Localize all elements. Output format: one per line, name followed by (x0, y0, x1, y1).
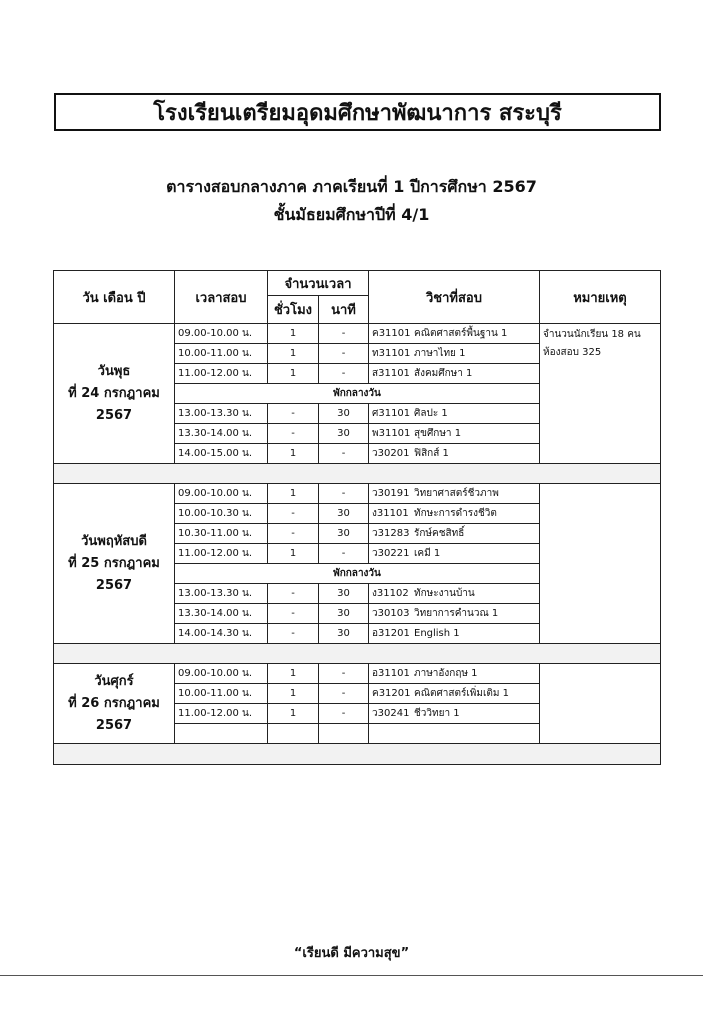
exam-hours: - (268, 624, 319, 644)
exam-subject (369, 664, 540, 684)
exam-minutes: - (319, 704, 369, 724)
remark-cell (540, 324, 661, 464)
exam-time: 11.00-12.00 น. (175, 544, 268, 564)
exam-minutes: - (319, 664, 369, 684)
class-level: ชั้นมัธยมศึกษาปีที่ 4/1 (273, 205, 430, 224)
remark-room: ห้องสอบ 325 (543, 347, 602, 358)
exam-hours: - (268, 604, 319, 624)
subject-code: ง31101 (372, 508, 409, 519)
subject-code: ว30241 (372, 708, 410, 719)
exam-subject (369, 604, 540, 624)
exam-minutes: - (319, 324, 369, 344)
exam-time: 11.00-12.00 น. (175, 704, 268, 724)
separator-row (54, 644, 661, 664)
subject-name: ทักษะงานบ้าน (414, 588, 475, 599)
exam-hours: - (268, 424, 319, 444)
subject-code: ว30201 (372, 448, 410, 459)
day-date: ที่ 26 กรกฎาคม (68, 695, 160, 711)
separator-row (54, 464, 661, 484)
subject-code: ว30103 (372, 608, 410, 619)
exam-subject (369, 624, 540, 644)
day-year: 2567 (95, 407, 133, 423)
exam-minutes: - (319, 344, 369, 364)
subject-code: ค31201 (372, 688, 411, 699)
exam-minutes: - (319, 544, 369, 564)
day-date: ที่ 25 กรกฎาคม (68, 555, 160, 571)
subject-name: ชีววิทยา 1 (414, 708, 460, 719)
subject-code: ว30191 (372, 488, 410, 499)
exam-hours: 1 (268, 704, 319, 724)
day-name: วันพฤหัสบดี (81, 533, 147, 549)
header-time: เวลาสอบ (175, 271, 268, 324)
exam-hours: 1 (268, 484, 319, 504)
subject-code: ศ31101 (372, 408, 411, 419)
exam-subject (369, 544, 540, 564)
exam-hours: 1 (268, 544, 319, 564)
exam-minutes: 30 (319, 504, 369, 524)
exam-hours: - (268, 584, 319, 604)
subject-code: ท31101 (372, 348, 411, 359)
exam-hours: - (268, 504, 319, 524)
footer-divider (0, 975, 703, 976)
header-hours: ชั่วโมง (268, 296, 319, 324)
school-name: โรงเรียนเตรียมอุดมศึกษาพัฒนาการ สระบุรี (153, 100, 562, 126)
empty-cell (319, 724, 369, 744)
subject-name: ศิลปะ 1 (414, 408, 448, 419)
exam-hours: - (268, 524, 319, 544)
exam-minutes: 30 (319, 624, 369, 644)
exam-hours: 1 (268, 664, 319, 684)
header-subject: วิชาที่สอบ (369, 271, 540, 324)
day-name: วันพุธ (97, 363, 131, 379)
subject-name: English 1 (414, 628, 460, 639)
subject-name: วิทยาการคำนวณ 1 (414, 608, 499, 619)
exam-hours: 1 (268, 444, 319, 464)
table-row (54, 324, 661, 344)
subject-code: ว31283 (372, 528, 410, 539)
header-date: วัน เดือน ปี (54, 271, 175, 324)
empty-cell (175, 724, 268, 744)
subject-name: สังคมศึกษา 1 (414, 368, 473, 379)
subject-name: ภาษาไทย 1 (414, 348, 466, 359)
exam-subject (369, 424, 540, 444)
remark-cell (540, 484, 661, 644)
exam-time: 10.00-10.30 น. (175, 504, 268, 524)
exam-title: ตารางสอบกลางภาค ภาคเรียนที่ 1 ปีการศึกษา 2567 (166, 177, 537, 196)
subject-name: คณิตศาสตร์พื้นฐาน 1 (414, 328, 508, 339)
exam-subject (369, 364, 540, 384)
exam-minutes: 30 (319, 604, 369, 624)
subject-code: ส31101 (372, 368, 410, 379)
subject-name: ทักษะการดำรงชีวิต (414, 508, 497, 519)
separator-cell (54, 644, 661, 664)
day-year: 2567 (95, 577, 133, 593)
remark-cell (540, 664, 661, 744)
separator-row (54, 744, 661, 765)
exam-minutes: - (319, 444, 369, 464)
day-cell (54, 664, 175, 744)
empty-cell (369, 724, 540, 744)
exam-hours: - (268, 404, 319, 424)
exam-subject (369, 584, 540, 604)
subject-code: พ31101 (372, 428, 411, 439)
day-name: วันศุกร์ (94, 673, 134, 689)
day-cell (54, 324, 175, 464)
day-date: ที่ 24 กรกฎาคม (68, 385, 160, 401)
exam-minutes: 30 (319, 424, 369, 444)
exam-time: 09.00-10.00 น. (175, 664, 268, 684)
subject-code: อ31201 (372, 628, 410, 639)
separator-cell (54, 464, 661, 484)
subject-code: ค31101 (372, 328, 411, 339)
subject-name: ฟิสิกส์ 1 (414, 448, 449, 459)
exam-subject (369, 504, 540, 524)
school-name-box (54, 93, 661, 131)
exam-subject (369, 324, 540, 344)
exam-minutes: 30 (319, 524, 369, 544)
subject-code: ง31102 (372, 588, 409, 599)
empty-cell (268, 724, 319, 744)
table-row (54, 664, 661, 684)
exam-hours: 1 (268, 684, 319, 704)
header-remark: หมายเหตุ (540, 271, 661, 324)
header-minutes: นาที (319, 296, 369, 324)
remark-students: จำนวนนักเรียน 18 คน (543, 329, 641, 340)
exam-time: 14.00-15.00 น. (175, 444, 268, 464)
exam-schedule-table (53, 270, 661, 765)
lunch-break: พักกลางวัน (175, 564, 540, 584)
exam-time: 13.00-13.30 น. (175, 584, 268, 604)
separator-cell (54, 744, 661, 765)
exam-minutes: - (319, 364, 369, 384)
exam-subject (369, 484, 540, 504)
exam-minutes: 30 (319, 404, 369, 424)
subject-name: วิทยาศาสตร์ชีวภาพ (414, 488, 499, 499)
exam-time: 09.00-10.00 น. (175, 484, 268, 504)
exam-time: 09.00-10.00 น. (175, 324, 268, 344)
subject-name: เคมี 1 (414, 548, 441, 559)
table-row (54, 484, 661, 504)
lunch-break: พักกลางวัน (175, 384, 540, 404)
subject-name: สุขศึกษา 1 (414, 428, 462, 439)
exam-time: 13.30-14.00 น. (175, 424, 268, 444)
exam-subject (369, 704, 540, 724)
exam-subject (369, 524, 540, 544)
exam-minutes: - (319, 684, 369, 704)
exam-time: 10.00-11.00 น. (175, 344, 268, 364)
subject-code: อ31101 (372, 668, 410, 679)
exam-hours: 1 (268, 344, 319, 364)
exam-minutes: - (319, 484, 369, 504)
exam-subject (369, 404, 540, 424)
exam-subject (369, 684, 540, 704)
header-duration: จำนวนเวลา (268, 271, 369, 296)
exam-time: 11.00-12.00 น. (175, 364, 268, 384)
day-cell (54, 484, 175, 644)
exam-time: 10.30-11.00 น. (175, 524, 268, 544)
exam-hours: 1 (268, 324, 319, 344)
school-motto: “เรียนดี มีความสุข” (293, 946, 410, 961)
subject-name: คณิตศาสตร์เพิ่มเติม 1 (414, 688, 510, 699)
day-year: 2567 (95, 717, 133, 733)
exam-time: 13.30-14.00 น. (175, 604, 268, 624)
subject-name: ภาษาอังกฤษ 1 (414, 668, 478, 679)
exam-time: 10.00-11.00 น. (175, 684, 268, 704)
exam-minutes: 30 (319, 584, 369, 604)
exam-subject (369, 344, 540, 364)
exam-hours: 1 (268, 364, 319, 384)
exam-time: 13.00-13.30 น. (175, 404, 268, 424)
subject-code: ว30221 (372, 548, 410, 559)
exam-subject (369, 444, 540, 464)
subject-name: รักษ์คชสิทธิ์ (414, 528, 465, 539)
exam-time: 14.00-14.30 น. (175, 624, 268, 644)
